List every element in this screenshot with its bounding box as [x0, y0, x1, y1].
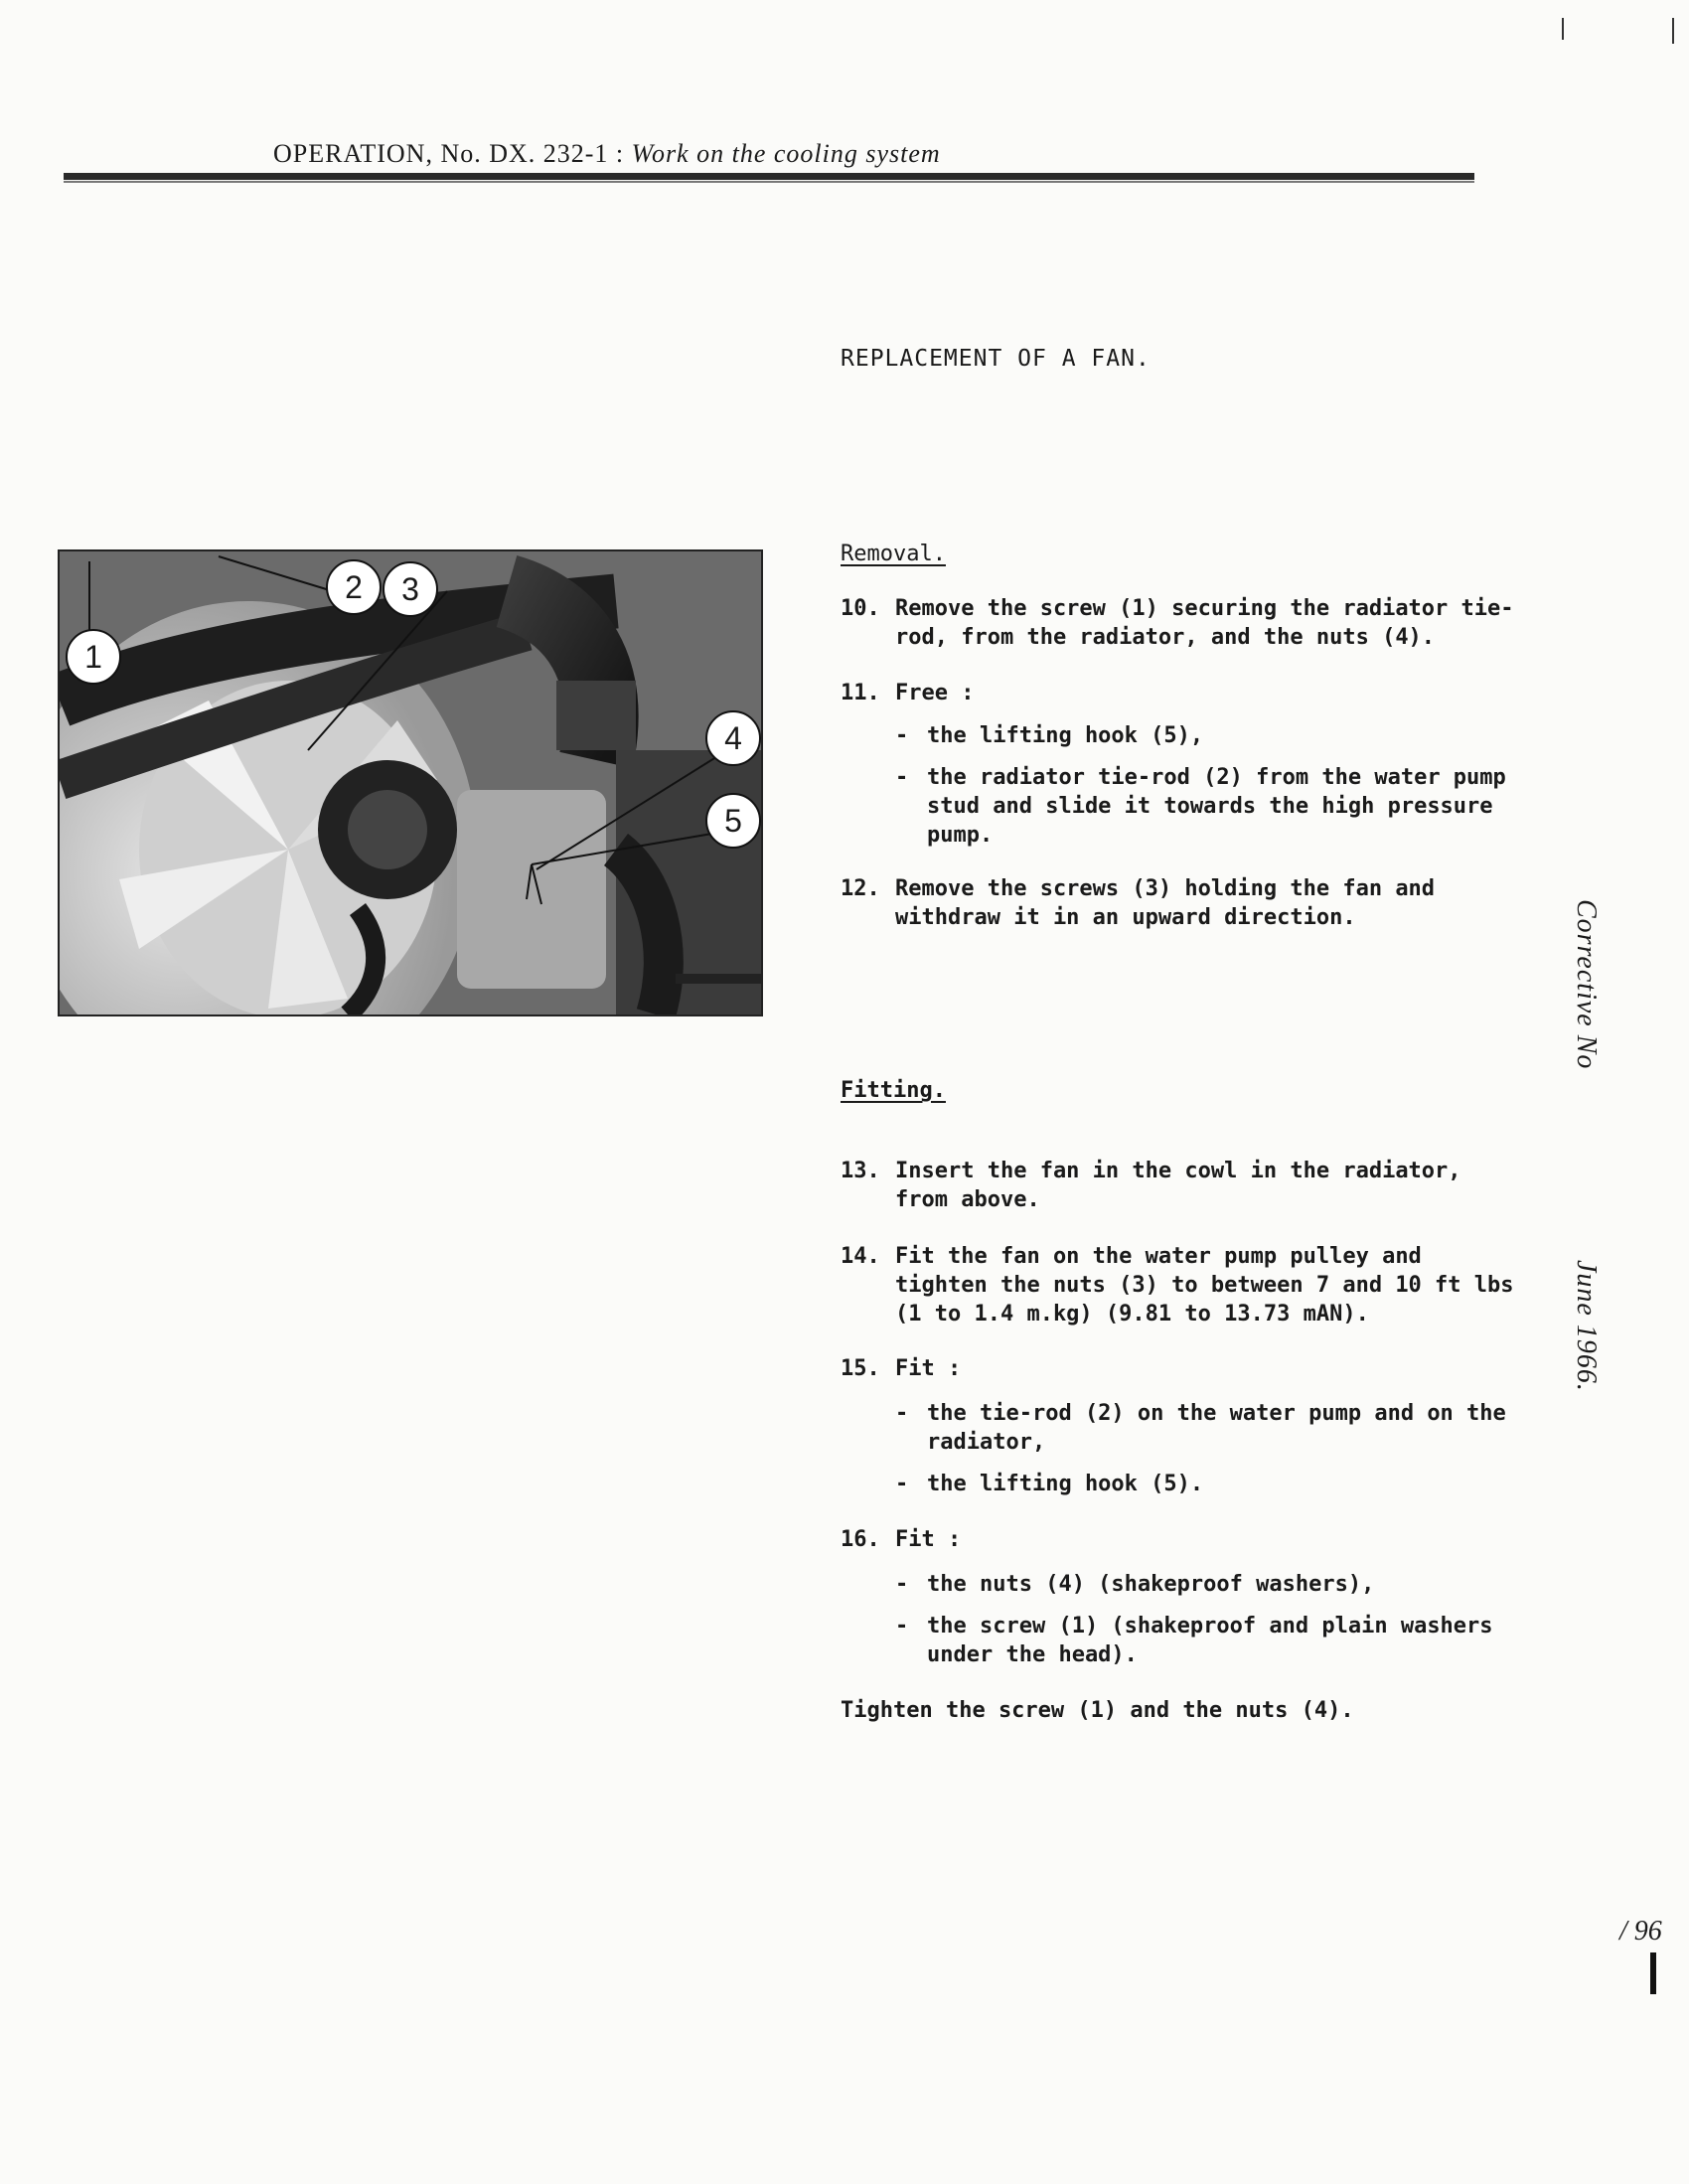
step-16-item [895, 1612, 1511, 1669]
callout-5: 5 [705, 793, 761, 849]
item-text: the lifting hook (5), [927, 723, 1204, 748]
item-text: the nuts (4) (shakeproof washers), [927, 1572, 1375, 1597]
callout-4: 4 [705, 710, 761, 766]
margin-tick [1672, 18, 1674, 44]
step-text: Fit : [895, 1527, 962, 1552]
engine-photo-drawing [60, 551, 761, 1014]
step-text: Free : [895, 681, 975, 705]
step-number: 14. [841, 1244, 880, 1269]
dash: - [895, 723, 909, 748]
step-11-item [895, 721, 1511, 750]
dash: - [895, 1614, 909, 1638]
dash: - [895, 765, 909, 790]
callout-1: 1 [66, 629, 121, 685]
item-text: the screw (1) (shakeproof and plain washers under the head). [927, 1614, 1493, 1667]
step-16 [841, 1525, 1516, 1554]
step-11 [841, 679, 1516, 707]
date-label: June 1966. [1571, 1260, 1602, 1392]
page-title: REPLACEMENT OF A FAN. [841, 346, 1151, 372]
removal-heading: Removal. [841, 542, 946, 566]
step-number: 11. [841, 681, 880, 705]
step-11-item [895, 763, 1511, 850]
engine-photo [58, 549, 763, 1016]
step-text: Remove the screws (3) holding the fan and withdraw it in an upward direction. [895, 876, 1436, 930]
step-16-item [895, 1570, 1511, 1599]
item-text: the tie-rod (2) on the water pump and on the radiator, [927, 1401, 1506, 1455]
page-header [273, 139, 941, 169]
header-rule [64, 173, 1474, 180]
callout-2: 2 [326, 559, 382, 615]
header-rule-thin [64, 181, 1474, 183]
step-number: 16. [841, 1527, 880, 1552]
page-marker [1650, 1952, 1656, 1994]
step-15-item [895, 1399, 1511, 1457]
step-13 [841, 1157, 1516, 1214]
dash: - [895, 1472, 909, 1496]
operation-number: OPERATION, No. DX. 232-1 : [273, 139, 625, 168]
corrective-label: Corrective No [1571, 899, 1602, 1070]
step-12 [841, 874, 1516, 932]
step-15-item [895, 1470, 1511, 1498]
step-text: Insert the fan in the cowl in the radiator, from above. [895, 1159, 1461, 1212]
step-text: Fit the fan on the water pump pulley and tighten the nuts (3) to between 7 and 10 ft lbs (1 to 1.4 m.kg) (9.81 to 13.73 mAN). [895, 1244, 1514, 1326]
step-text: Remove the screw (1) securing the radiator tie-rod, from the radiator, and the nuts (4). [895, 596, 1514, 650]
step-text: Fit : [895, 1356, 962, 1381]
item-text: the lifting hook (5). [927, 1472, 1204, 1496]
margin-tick [1562, 18, 1564, 40]
final-instruction: Tighten the screw (1) and the nuts (4). [841, 1698, 1354, 1723]
step-14 [841, 1242, 1516, 1328]
step-10 [841, 594, 1516, 652]
step-number: 13. [841, 1159, 880, 1183]
dash: - [895, 1572, 909, 1597]
step-15 [841, 1354, 1516, 1383]
item-text: the radiator tie-rod (2) from the water pump stud and slide it towards the high pressure pump. [927, 765, 1506, 848]
operation-subject: Work on the cooling system [631, 139, 941, 168]
dash: - [895, 1401, 909, 1426]
fitting-heading: Fitting. [841, 1078, 946, 1103]
step-number: 10. [841, 596, 880, 621]
step-number: 15. [841, 1356, 880, 1381]
callout-3: 3 [383, 561, 438, 617]
page-number: / 96 [1619, 1916, 1662, 1947]
step-number: 12. [841, 876, 880, 901]
